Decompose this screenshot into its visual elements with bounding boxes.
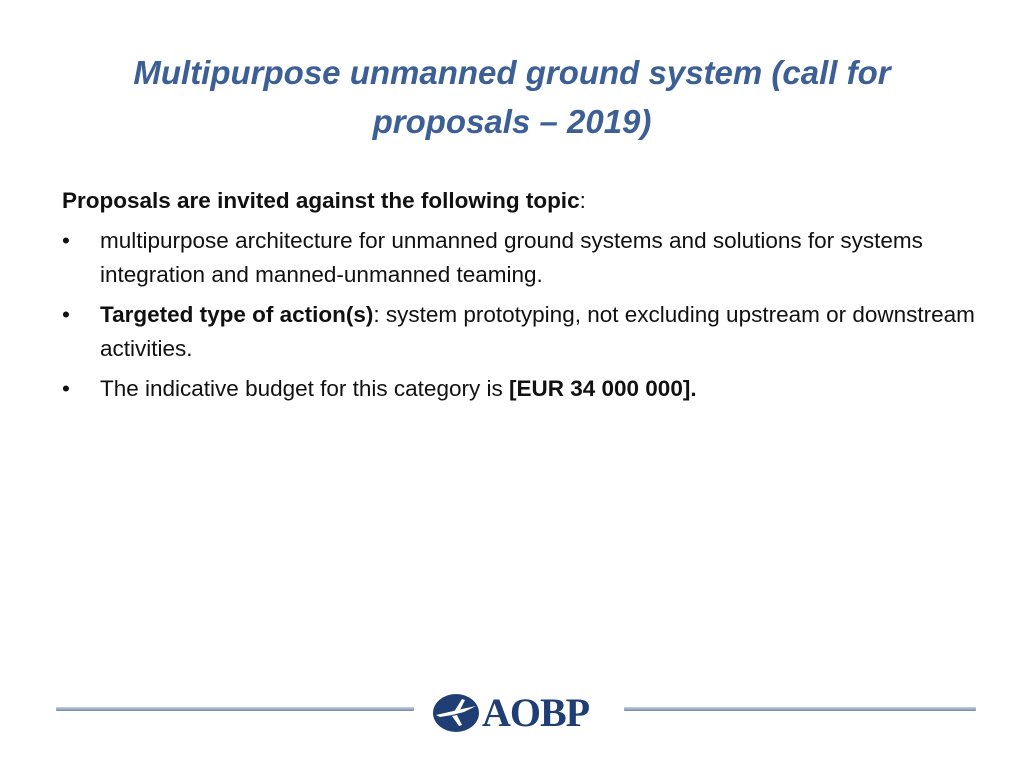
slide-content: [62, 184, 982, 412]
bullet-text: The indicative budget for this category is: [100, 376, 509, 401]
intro-line: [62, 184, 982, 218]
bullet-bold-label: Targeted type of action(s): [100, 302, 374, 327]
bullet-list: [62, 224, 982, 406]
aobp-emblem-icon: [432, 693, 480, 733]
bullet-item-scope: [62, 224, 982, 292]
bullet-item-budget: [62, 372, 982, 406]
aobp-logo: [432, 690, 612, 736]
budget-amount: [EUR 34 000 000].: [508, 376, 697, 401]
bullet-marker: •: [62, 376, 70, 401]
bullet-marker: •: [62, 228, 70, 253]
logo-wordmark: AOBP: [482, 690, 590, 735]
bullet-item-action-type: [62, 298, 982, 366]
footer-rule-left: [56, 707, 414, 711]
intro-bold: Proposals are invited against the following topic: [62, 188, 580, 213]
bullet-text: : system prototyping, not excluding upstream or downstream activities.: [100, 302, 975, 361]
intro-suffix: :: [579, 188, 586, 213]
bullet-marker: •: [62, 302, 70, 327]
footer-rule-right: [624, 707, 976, 711]
bullet-text: multipurpose architecture for unmanned ground systems and solutions for systems integration and manned-unmanned teaming.: [100, 228, 923, 287]
slide-title: Multipurpose unmanned ground system (call for proposals – 2019): [133, 54, 891, 140]
